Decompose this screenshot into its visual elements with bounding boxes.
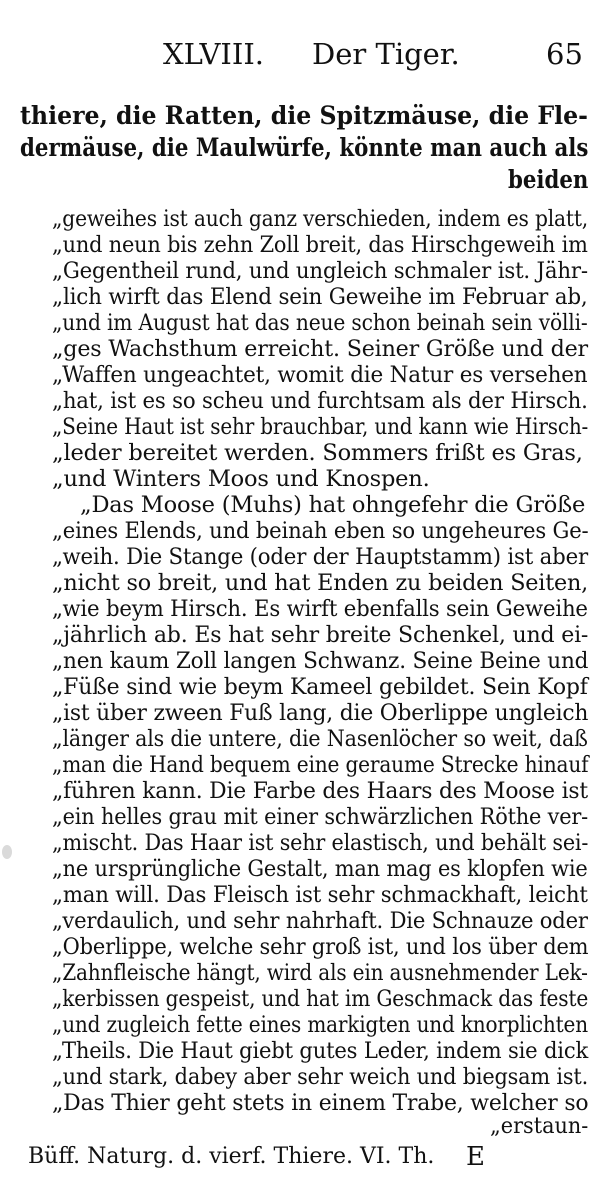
text-line: „ne ursprüngliche Gestalt, man mag es klopfen wie [52,856,588,882]
text-line: „wie beym Hirsch. Es wirft ebenfalls sein Geweihe [52,596,588,622]
text-line: „jährlich ab. Es hat sehr breite Schenkel, und ei- [52,622,589,648]
text-line: „und im August hat das neue schon beinah sein völli- [52,310,588,336]
text-line: „man will. Das Fleisch ist sehr schmackhaft, leicht [52,882,588,908]
text-line: „führen kann. Die Farbe des Haars des Moose ist [52,778,588,804]
running-header [0,34,601,74]
text-line: „eines Elends, und beinah eben so ungeheures Ge- [52,518,589,544]
text-line: „geweihes ist auch ganz verschieden, indem es platt, [52,206,589,232]
text-line: „und zugleich fette eines markigten und knorplichten [52,1012,588,1038]
text-line: „Seine Haut ist sehr brauchbar, und kann wie Hirsch- [52,414,589,440]
text-line: „weih. Die Stange (oder der Hauptstamm) ist aber [52,544,588,570]
paper-smudge [2,845,12,859]
text-line: „länger als die untere, die Nasenlöcher so weit, daß [52,726,588,752]
text-line: „hat, ist es so scheu und furchtsam als der Hirsch. [52,388,588,414]
text-line: „Oberlippe, welche sehr groß ist, und los über dem [52,934,589,960]
text-line: „und Winters Moos und Knospen. [52,466,430,492]
intro-line: beiden [508,165,589,194]
text-line: „verdaulich, und sehr nahrhaft. Die Schnauze oder [52,908,588,934]
chapter-number: XLVIII. [163,37,264,71]
text-line: „mischt. Das Haar ist sehr elastisch, und behält sei- [52,830,589,856]
text-line: „lich wirft das Elend sein Geweihe im Februar ab, [52,284,588,310]
text-line: „ges Wachsthum erreicht. Seiner Größe und der [52,336,588,362]
text-line: „und stark, dabey aber sehr weich und biegsam ist. [52,1064,589,1090]
signature-mark: E [466,1142,485,1172]
text-line: „und neun bis zehn Zoll breit, das Hirschgeweih im [52,232,588,258]
intro-line: dermäuse, die Maulwürfe, könnte man auch als [20,133,589,162]
page-number: 65 [546,37,583,71]
text-line: „ein helles grau mit einer schwärzlichen Röthe ver- [52,804,589,830]
text-line: „nicht so breit, und hat Enden zu beiden Seiten, [52,570,589,596]
text-line: „Das Thier geht stets in einem Trabe, welcher so [52,1090,589,1116]
intro-line: thiere, die Ratten, die Spitzmäuse, die Fle- [20,101,588,130]
signature-line: Büff. Naturg. d. vierf. Thiere. VI. Th. [28,1144,435,1169]
text-line: „Zahnfleische hängt, wird als ein ausnehmender Lek- [52,960,588,986]
text-line: „kerbissen gespeist, und hat im Geschmack das feste [52,986,589,1012]
catchword: „erstaun- [490,1113,589,1139]
text-line: „Theils. Die Haut giebt gutes Leder, indem sie dick [52,1038,589,1064]
signature-footer [28,1139,588,1175]
text-line: „Das Moose (Muhs) hat ohngefehr die Größe [80,492,586,518]
text-line: „nen kaum Zoll langen Schwanz. Seine Beine und [52,648,589,674]
chapter-title: Der Tiger. [312,37,460,71]
text-line: „ist über zween Fuß lang, die Oberlippe ungleich [52,700,589,726]
text-line: „Füße sind wie beym Kameel gebildet. Sein Kopf [52,674,588,700]
text-line: „leder bereitet werden. Sommers frißt es Gras, [52,440,583,466]
text-line: „Gegentheil rund, und ungleich schmaler ist. Jähr- [52,258,588,284]
text-line: „man die Hand bequem eine geraume Strecke hinauf [52,752,589,778]
text-line: „Waffen ungeachtet, womit die Natur es versehen [52,362,588,388]
